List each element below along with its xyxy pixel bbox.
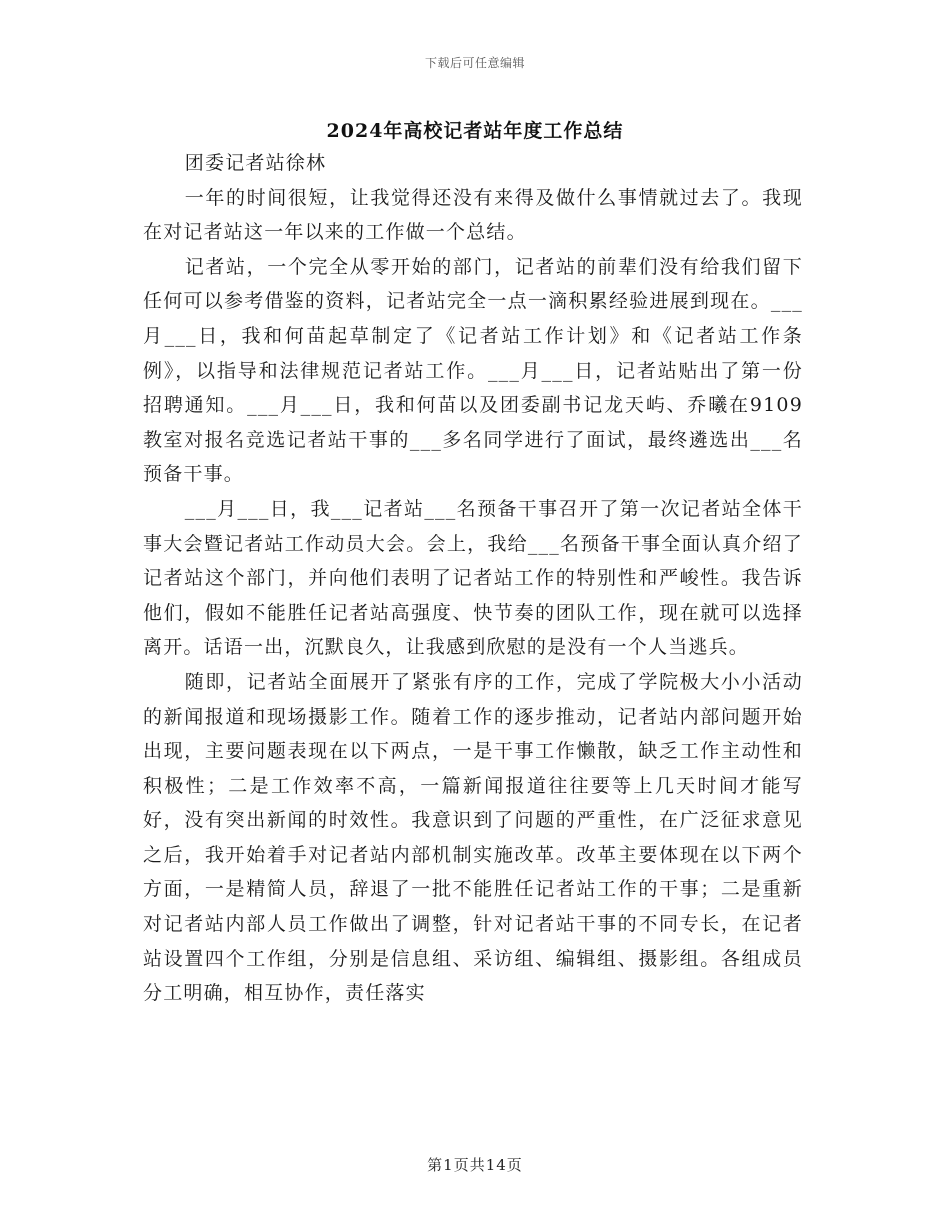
- body-paragraph: 记者站，一个完全从零开始的部门，记者站的前辈们没有给我们留下任何可以参考借鉴的资料，记者站完全一点一滴积累经验进展到现在。___月___日，我和何苗起草制定了《记者站工作计划》和《记者站工作条例》，以指导和法律规范记者站工作。___月___日，记者站贴出了第一份招聘通知。___月___日，我和何苗以及团委副书记龙天屿、乔曦在9109教室对报名竞选记者站干事的___多名同学进行了面试，最终遴选出___名预备干事。: [143, 255, 803, 486]
- header-note: 下载后可任意编辑: [424, 56, 525, 70]
- body-paragraph: 随即，记者站全面展开了紧张有序的工作，完成了学院极大小小活动的新闻报道和现场摄影工作。随着工作的逐步推动，记者站内部问题开始出现，主要问题表现在以下两点，一是干事工作懒散，缺乏工作主动性和积极性；二是工作效率不高，一篇新闻报道往往要等上几天时间才能写好，没有突出新闻的时效性。我意识到了问题的严重性，在广泛征求意见之后，我开始着手对记者站内部机制实施改革。改革主要体现在以下两个方面，一是精简人员，辞退了一批不能胜任记者站工作的干事；二是重新对记者站内部人员工作做出了调整，针对记者站干事的不同专长，在记者站设置四个工作组，分别是信息组、采访组、编辑组、摄影组。各组成员分工明确，相互协作，责任落实: [143, 670, 803, 1005]
- body-paragraph: 一年的时间很短，让我觉得还没有来得及做什么事情就过去了。我现在对记者站这一年以来的工作做一个总结。: [143, 186, 803, 244]
- document-title: 2024年高校记者站年度工作总结: [326, 120, 624, 142]
- page-number: 第1页共14页: [427, 1156, 523, 1174]
- body-paragraph: ___月___日，我___记者站___名预备干事召开了第一次记者站全体干事大会暨记者站工作动员大会。会上，我给___名预备干事全面认真介绍了记者站这个部门，并向他们表明了记者站工作的特别性和严峻性。我告诉他们，假如不能胜任记者站高强度、快节奏的团队工作，现在就可以选择离开。话语一出，沉默良久，让我感到欣慰的是没有一个人当逃兵。: [143, 497, 803, 659]
- author-line: 团委记者站徐林: [184, 152, 327, 174]
- document-body: [143, 146, 803, 1011]
